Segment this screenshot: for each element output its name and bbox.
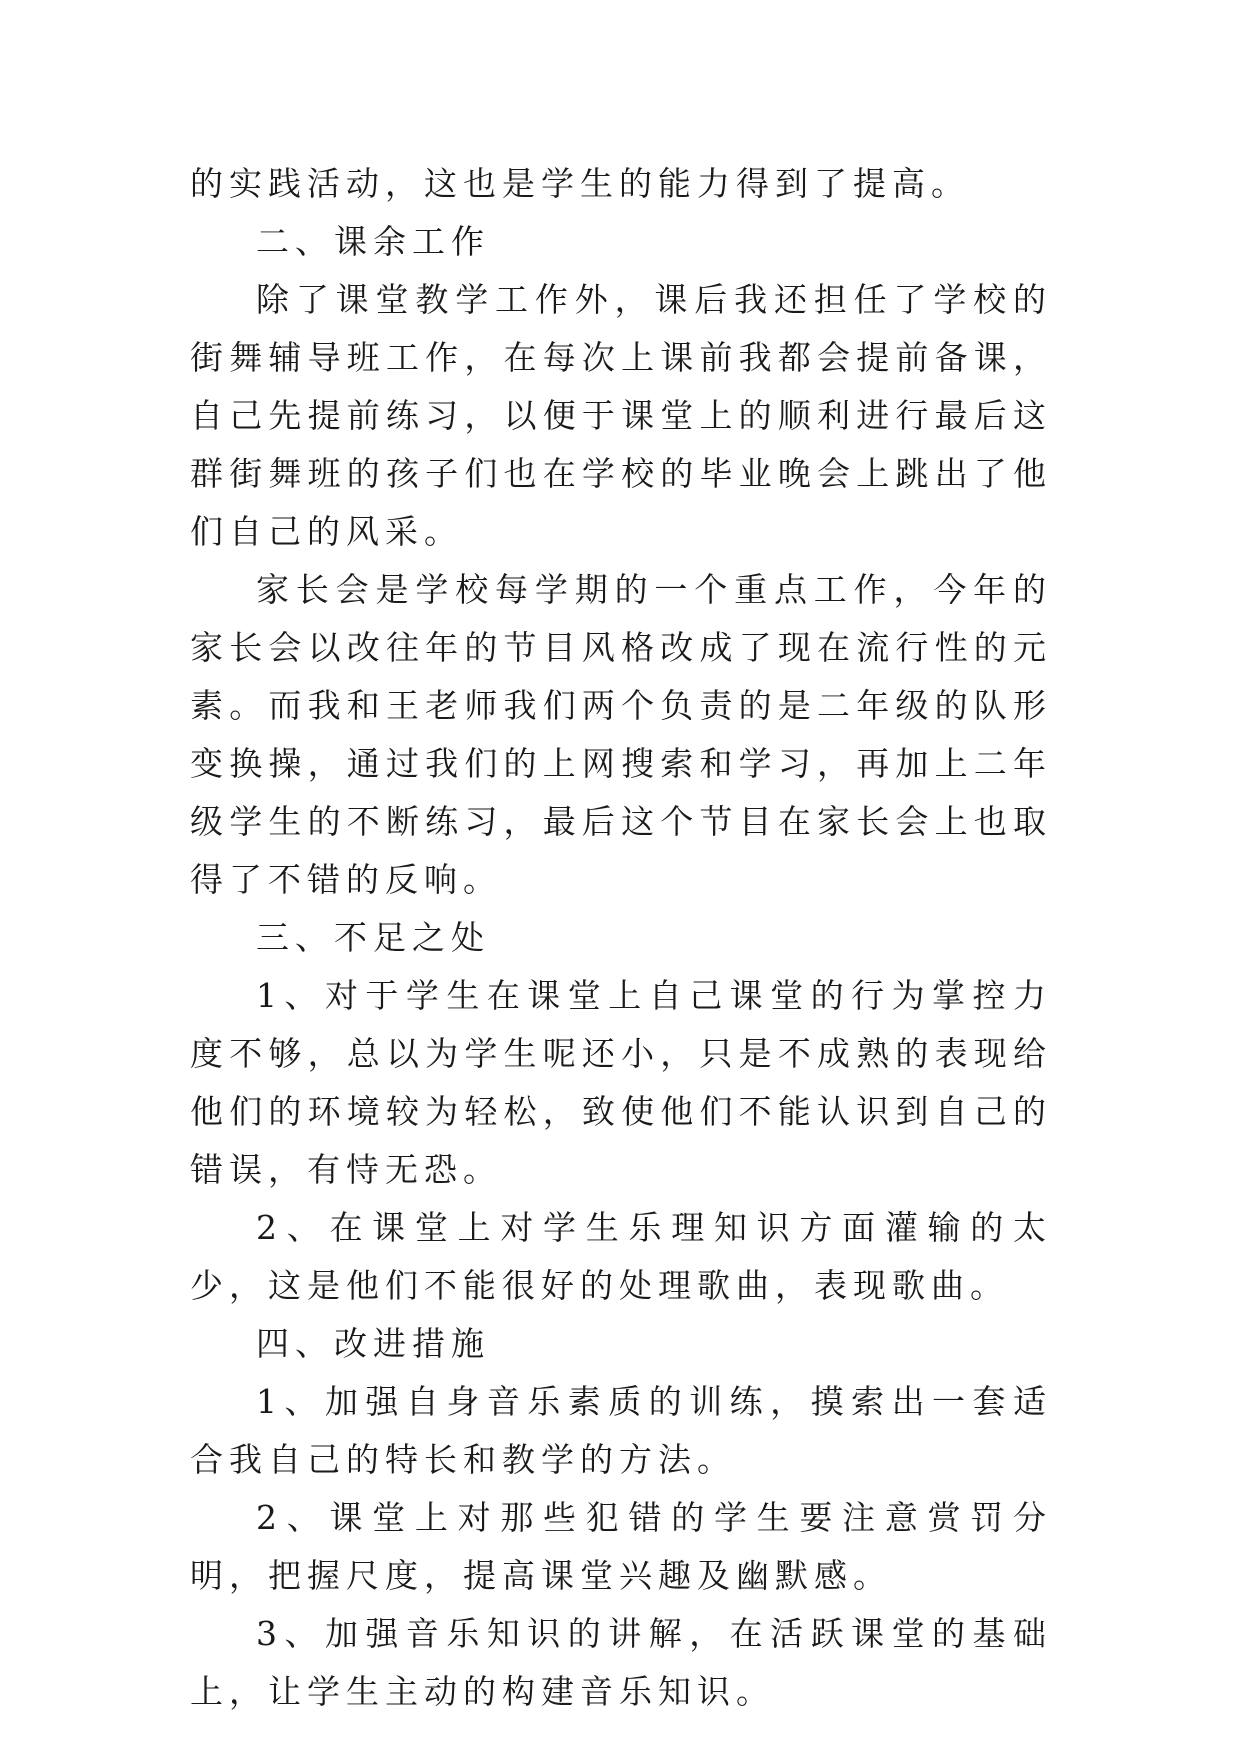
- shortcoming-item-2: 2、在课堂上对学生乐理知识方面灌输的太少，这是他们不能很好的处理歌曲，表现歌曲。: [190, 1208, 1052, 1305]
- paragraph-continuation: 的实践活动，这也是学生的能力得到了提高。: [190, 164, 970, 203]
- document-body: [190, 155, 1052, 1721]
- improvement-item-3: 3、加强音乐知识的讲解，在活跃课堂的基础上，让学生主动的构建音乐知识。: [190, 1614, 1052, 1711]
- improvement-item-2: 2、课堂上对那些犯错的学生要注意赏罚分明，把握尺度，提高课堂兴趣及幽默感。: [190, 1498, 1052, 1595]
- paragraph-dance-class: 除了课堂教学工作外，课后我还担任了学校的街舞辅导班工作，在每次上课前我都会提前备课，自己先提前练习，以便于课堂上的顺利进行最后这群街舞班的孩子们也在学校的毕业晚会上跳出了他们自己的风采。: [190, 280, 1052, 551]
- shortcoming-item-1: 1、对于学生在课堂上自己课堂的行为掌控力度不够，总以为学生呢还小，只是不成熟的表现给他们的环境较为轻松，致使他们不能认识到自己的错误，有恃无恐。: [190, 976, 1052, 1189]
- section-heading-shortcomings: 三、不足之处: [256, 918, 490, 957]
- paragraph-parent-meeting: 家长会是学校每学期的一个重点工作，今年的家长会以改往年的节目风格改成了现在流行性的元素。而我和王老师我们两个负责的是二年级的队形变换操，通过我们的上网搜索和学习，再加上二年级学生的不断练习，最后这个节目在家长会上也取得了不错的反响。: [190, 570, 1052, 899]
- section-heading-improvements: 四、改进措施: [256, 1324, 490, 1363]
- section-heading-extracurricular: 二、课余工作: [256, 222, 490, 261]
- improvement-item-1: 1、加强自身音乐素质的训练，摸索出一套适合我自己的特长和教学的方法。: [190, 1382, 1052, 1479]
